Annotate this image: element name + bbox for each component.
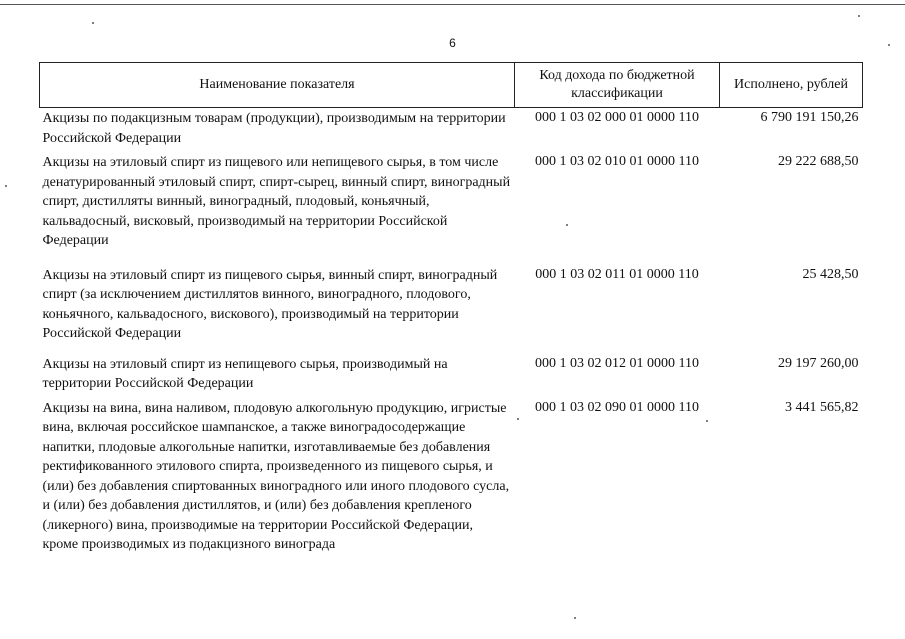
row-amount: 29 222 688,50 xyxy=(778,154,859,169)
row-code: 000 1 03 02 010 01 0000 110 xyxy=(535,154,699,169)
row-name: Акцизы на этиловый спирт из пищевого сырья, винный спирт, виноградный спирт (за исключением дистиллятов винного, виноградного, плодового, коньячного, кальвадосного, вискового), производимый на территории Российской Федерации xyxy=(42,267,498,341)
table-row xyxy=(40,265,863,354)
row-name: Акцизы на этиловый спирт из пищевого или непищевого сырья, в том числе денатурированный этиловый спирт, спирт-сырец, винный спирт, виноградный спирт, дистилляты винный, виноградный, плодовый, коньячный, кальвадосный, висковый, производимый на территории Российской Федерации xyxy=(42,155,511,248)
page-top-edge-line xyxy=(0,4,905,5)
scan-speck xyxy=(566,224,568,226)
header-amount: Исполнено, рублей xyxy=(720,63,863,108)
table-row xyxy=(40,152,863,265)
row-amount: 3 441 565,82 xyxy=(785,399,859,415)
row-code: 000 1 03 02 012 01 0000 110 xyxy=(535,355,699,371)
scan-speck xyxy=(706,420,708,422)
scan-speck xyxy=(92,22,94,24)
table-header xyxy=(40,63,863,108)
table-body xyxy=(40,108,863,555)
row-code: 000 1 03 02 090 01 0000 110 xyxy=(535,399,699,415)
table-row xyxy=(40,354,863,398)
header-name: Наименование показателя xyxy=(40,63,515,108)
row-amount: 6 790 191 150,26 xyxy=(760,110,859,125)
row-code: 000 1 03 02 000 01 0000 110 xyxy=(535,110,699,125)
scan-speck xyxy=(858,15,860,17)
row-amount: 25 428,50 xyxy=(802,266,859,282)
header-code: Код дохода по бюджетной классификации xyxy=(515,63,720,108)
row-amount: 29 197 260,00 xyxy=(778,355,859,371)
row-name: Акцизы на вина, вина наливом, плодовую алкогольную продукцию, игристые вина, включая российское шампанское, а также виноградосодержащие напитки, плодовые алкогольные напитки, изготавливаемые без добавления ректификованного этилового спирта, произведенного из пищевого сырья, и (или) без добавления спиртованных виноградного или иного плодового сусла, и (или) без добавления дистиллятов, и (или) без добавления крепленого (ликерного) вина, производимые на территории Российской Федерации, кроме производимых из подакцизного винограда xyxy=(42,400,510,552)
row-code: 000 1 03 02 011 01 0000 110 xyxy=(535,266,699,282)
scan-speck xyxy=(574,617,576,619)
table-row xyxy=(40,108,863,153)
table-row xyxy=(40,398,863,555)
page-number: 6 xyxy=(449,36,456,50)
row-name: Акцизы по подакцизным товарам (продукции), производимым на территории Российской Федерации xyxy=(42,111,506,146)
scan-speck xyxy=(888,44,890,46)
revenue-table xyxy=(39,62,863,555)
row-name: Акцизы на этиловый спирт из непищевого сырья, производимый на территории Российской Федерации xyxy=(42,356,448,391)
header-row xyxy=(40,63,863,108)
scan-speck xyxy=(5,185,7,187)
scan-speck xyxy=(517,418,519,420)
